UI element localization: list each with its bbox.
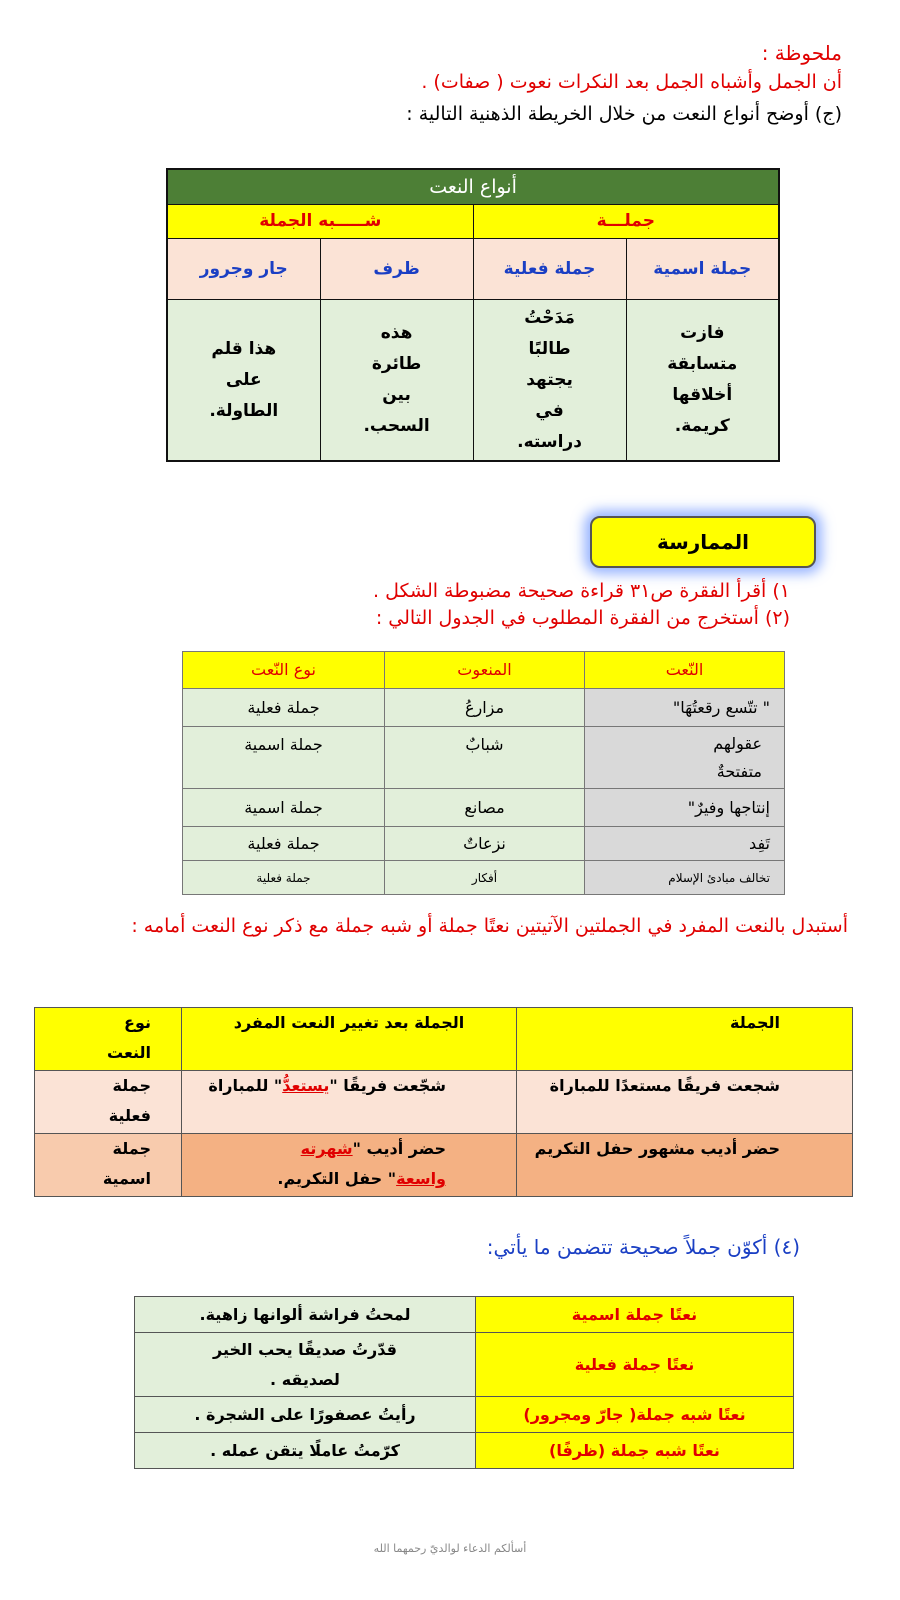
col-nominal: جملة اسمية — [626, 239, 779, 300]
compose-label: نعتًا شبه جملة( جارّ ومجرور) — [476, 1397, 794, 1433]
cell-type: جملة فعلية — [183, 689, 385, 727]
table-row — [183, 789, 785, 827]
replacement-table — [34, 1007, 853, 1197]
compose-sentence: كرّمتُ عاملًا يتقن عمله . — [135, 1433, 476, 1469]
table-row — [135, 1333, 794, 1397]
cell-described: شبابٌ — [385, 727, 585, 789]
header-adjective-type: نوع النّعت — [183, 652, 385, 689]
cell-adjective: تخالف مبادئ الإسلام — [585, 861, 785, 895]
table-row — [35, 1071, 853, 1134]
col-prep: جار وجرور — [167, 239, 320, 300]
compose-sentence: رأيتُ عصفورًا على الشجرة . — [135, 1397, 476, 1433]
compose-label: نعتًا جملة فعلية — [476, 1333, 794, 1397]
header-described: المنعوت — [385, 652, 585, 689]
table-row — [183, 727, 785, 789]
table-row — [183, 689, 785, 727]
cell-type: جملة فعلية — [35, 1071, 182, 1134]
cell-type: جملة اسمية — [183, 727, 385, 789]
cell-described: نزعاتٌ — [385, 827, 585, 861]
group-sentence: جملـــة — [473, 205, 779, 239]
table-row — [135, 1297, 794, 1333]
practice-label: الممارسة — [590, 516, 816, 568]
group-semi-sentence: شـــــبه الجملة — [167, 205, 473, 239]
header-adjective: النّعت — [585, 652, 785, 689]
cell-type: جملة فعلية — [183, 827, 385, 861]
table-row — [135, 1433, 794, 1469]
header-sentence: الجملة — [517, 1008, 853, 1071]
compose-label: نعتًا شبه جملة (ظرفًا) — [476, 1433, 794, 1469]
practice-question-1: ١) أقرأ الفقرة ص٣١ قراءة صحيحة مضبوطة الشكل . — [373, 580, 790, 602]
cell-changed: حضر أديب "شهرته واسعة" حفل التكريم. — [182, 1134, 517, 1197]
extraction-table — [182, 651, 785, 895]
cell-described: أفكار — [385, 861, 585, 895]
note-line-2: (ج) أوضح أنواع النعت من خلال الخريطة الذهنية التالية : — [406, 103, 842, 125]
note-title: ملحوظة : — [761, 41, 842, 65]
example-nominal: فازت متسابقة أخلاقها كريمة. — [626, 300, 779, 462]
table-row — [183, 861, 785, 895]
cell-adjective: إنتاجها وفيرٌ" — [585, 789, 785, 827]
types-table-title: أنواع النعت — [167, 169, 779, 205]
example-adverb: هذه طائرة بين السحب. — [320, 300, 473, 462]
compose-sentence: قدّرتُ صديقًا يحب الخير لصديقه . — [135, 1333, 476, 1397]
header-type: نوع النعت — [35, 1008, 182, 1071]
cell-type: جملة اسمية — [35, 1134, 182, 1197]
question-4: (٤) أكوّن جملاً صحيحة تتضمن ما يأتي: — [486, 1235, 800, 1259]
footer-dedication: أسألكم الدعاء لوالديّ رحمهما الله — [373, 1542, 527, 1555]
question-3: أستبدل بالنعت المفرد في الجملتين الآتيتين نعتًا جملة أو شبه جملة مع ذكر نوع النعت أمامه : — [131, 915, 848, 937]
table-row — [135, 1397, 794, 1433]
note-line-1: أن الجمل وأشباه الجمل بعد النكرات نعوت ( صفات) . — [421, 71, 842, 93]
adjective-types-table — [166, 168, 780, 462]
cell-described: مزارعُ — [385, 689, 585, 727]
example-prep: هذا قلم على الطاولة. — [167, 300, 320, 462]
highlighted-adjective: يستعدُّ — [282, 1076, 330, 1095]
col-adverb: ظرف — [320, 239, 473, 300]
col-verbal: جملة فعلية — [473, 239, 626, 300]
cell-original: حضر أديب مشهور حفل التكريم — [517, 1134, 853, 1197]
cell-adjective: تَفِد — [585, 827, 785, 861]
header-changed-sentence: الجملة بعد تغيير النعت المفرد — [182, 1008, 517, 1071]
cell-type: جملة اسمية — [183, 789, 385, 827]
cell-adjective: عقولهم متفتحةٌ — [585, 727, 785, 789]
cell-changed: شجّعت فريقًا "يستعدُّ" للمباراة — [182, 1071, 517, 1134]
table-row — [183, 827, 785, 861]
compose-sentence: لمحتُ فراشة ألوانها زاهية. — [135, 1297, 476, 1333]
cell-described: مصانع — [385, 789, 585, 827]
example-verbal: مَدَحْتُ طالبًا يجتهد في دراسته. — [473, 300, 626, 462]
compose-label: نعتًا جملة اسمية — [476, 1297, 794, 1333]
practice-question-2: (٢) أستخرج من الفقرة المطلوب في الجدول التالي : — [375, 607, 790, 629]
highlighted-adjective: شهرته واسعة — [300, 1139, 446, 1188]
table-row — [35, 1134, 853, 1197]
compose-table — [134, 1296, 794, 1469]
cell-type: جملة فعلية — [183, 861, 385, 895]
cell-original: شجعت فريقًا مستعدًا للمباراة — [517, 1071, 853, 1134]
cell-adjective: " تتّسع رقعتُهَا" — [585, 689, 785, 727]
